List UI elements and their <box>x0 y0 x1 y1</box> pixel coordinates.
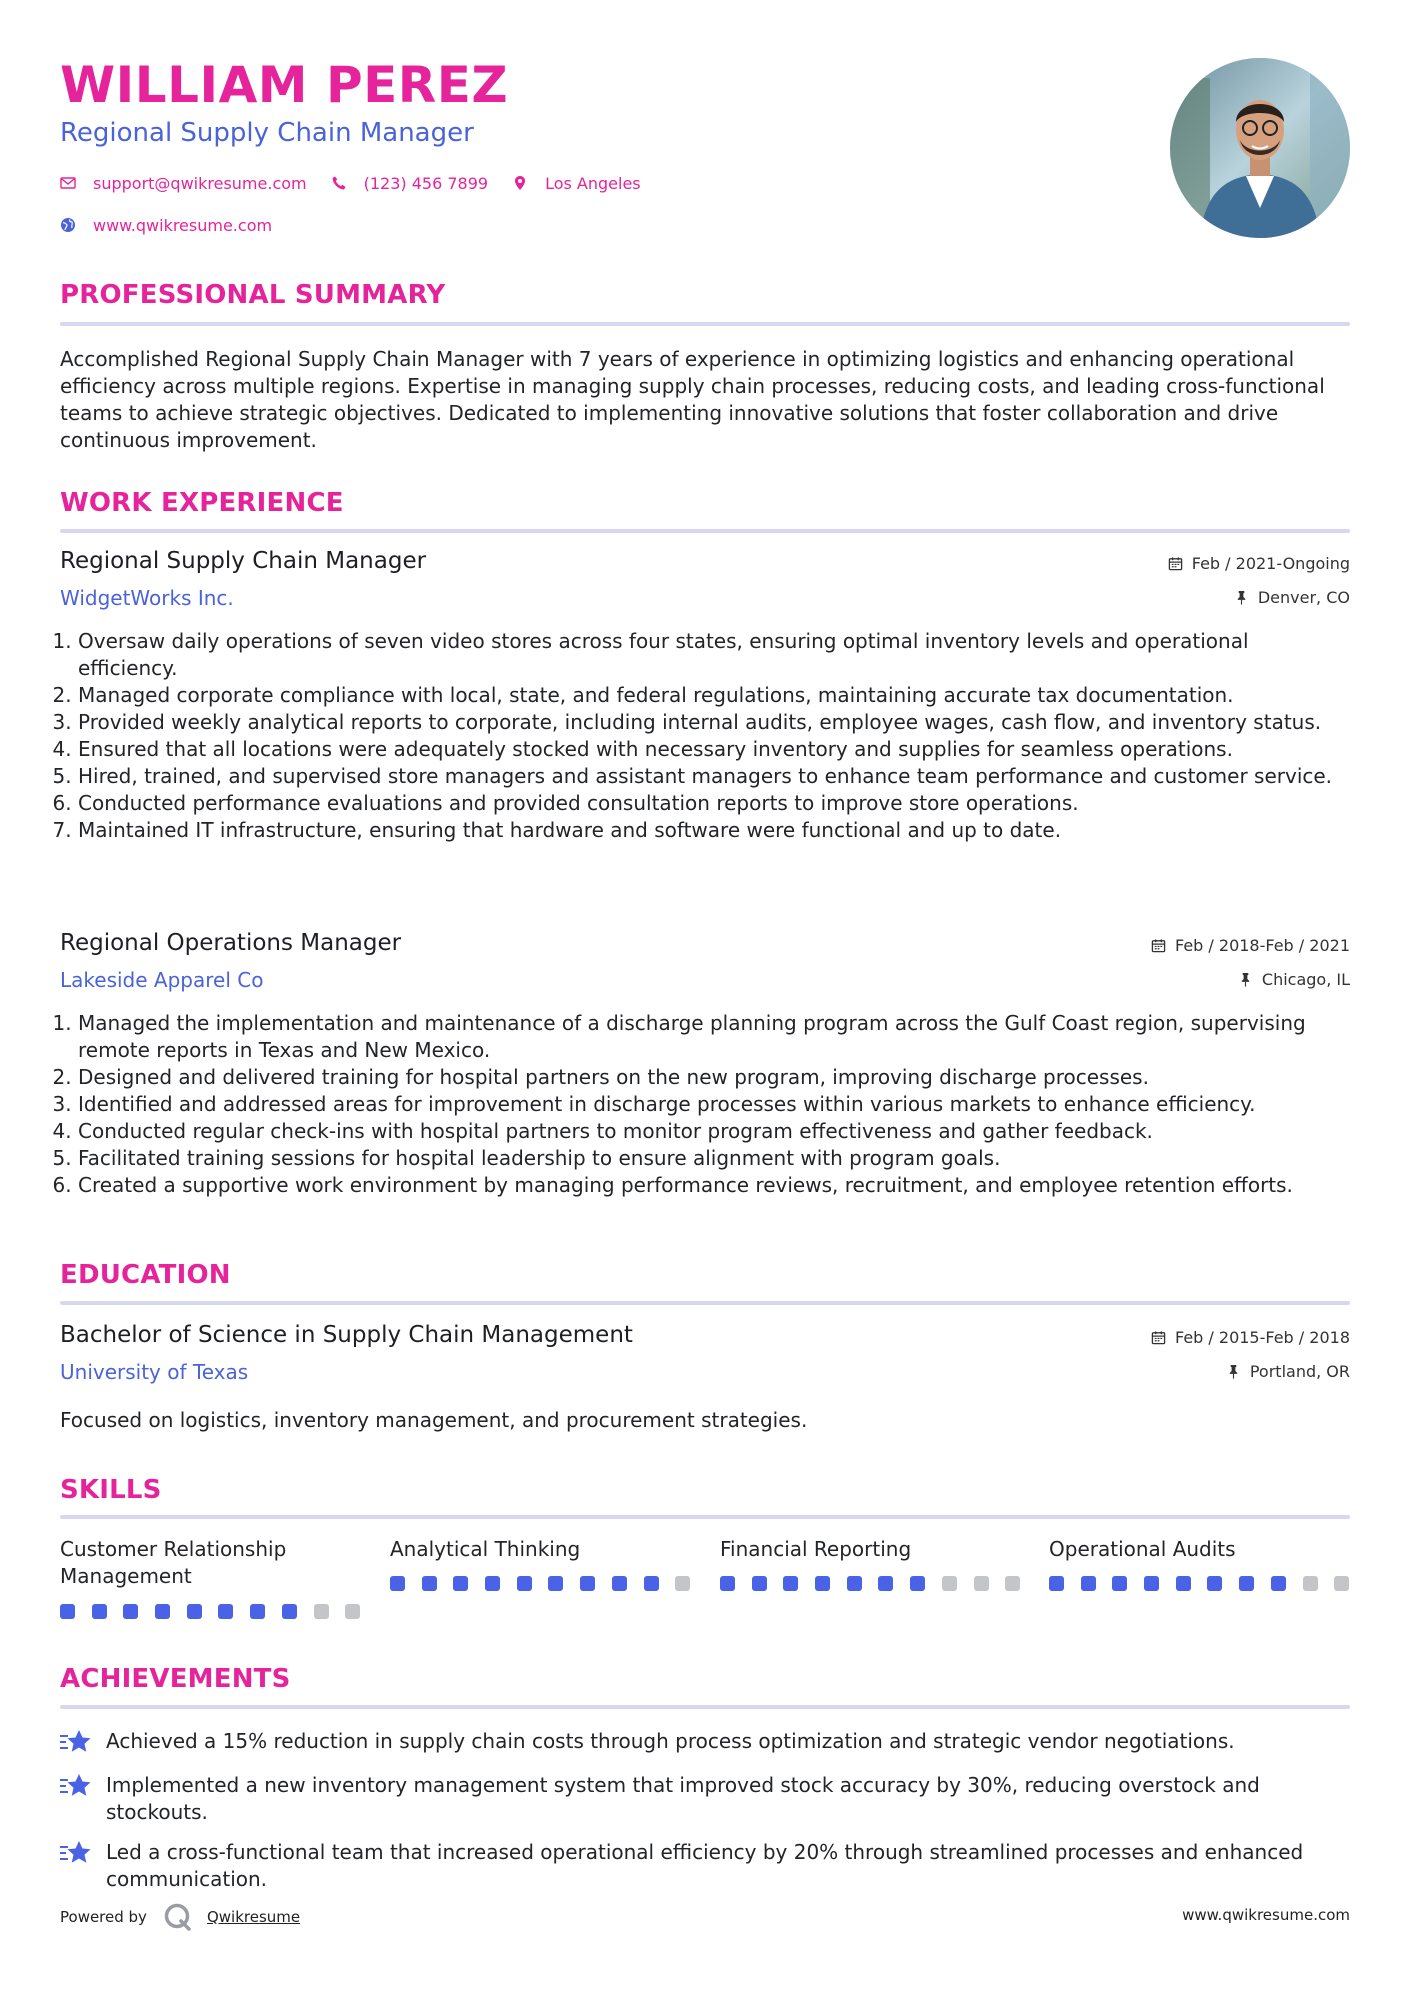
skill-dot-empty <box>942 1576 957 1591</box>
skill-dot-filled <box>1081 1576 1096 1591</box>
star-badge-icon <box>60 1839 92 1867</box>
skill-rating <box>60 1604 377 1619</box>
footer-website[interactable]: www.qwikresume.com <box>1182 1906 1350 1924</box>
location-text: Los Angeles <box>545 174 641 193</box>
list-item: 7. Maintained IT infrastructure, ensuring that hardware and software were functional and up to date. <box>78 817 1350 844</box>
skill-dot-filled <box>390 1576 405 1591</box>
skill-item <box>720 1536 1020 1563</box>
skill-dot-filled <box>485 1576 500 1591</box>
skill-name: Analytical Thinking <box>390 1537 581 1561</box>
list-item: 4. Ensured that all locations were adequately stocked with necessary inventory and supplies for seamless operations. <box>78 736 1350 763</box>
skill-dot-empty <box>345 1604 360 1619</box>
profile-photo <box>1170 58 1350 238</box>
section-title-skills: SKILLS <box>60 1475 162 1505</box>
pushpin-icon <box>1234 590 1250 606</box>
skill-dot-filled <box>123 1604 138 1619</box>
skill-dot-filled <box>752 1576 767 1591</box>
skill-dot-filled <box>187 1604 202 1619</box>
job-date <box>1168 554 1350 573</box>
degree-title: Bachelor of Science in Supply Chain Management <box>60 1322 633 1348</box>
candidate-name: WILLIAM PEREZ <box>60 56 509 114</box>
contact-website[interactable] <box>60 216 272 235</box>
calendar-icon <box>1151 1330 1167 1346</box>
job-date-text: Feb / 2021-Ongoing <box>1191 554 1350 573</box>
skill-dot-filled <box>1049 1576 1064 1591</box>
candidate-role: Regional Supply Chain Manager <box>60 118 474 148</box>
section-title-experience: WORK EXPERIENCE <box>60 488 344 518</box>
contact-email[interactable] <box>60 174 307 193</box>
list-item: 6. Created a supportive work environment by managing performance reviews, recruitment, and employee retention efforts. <box>78 1172 1350 1199</box>
skill-dot-filled <box>1271 1576 1286 1591</box>
job-company: Lakeside Apparel Co <box>60 968 264 992</box>
achievement-text: Implemented a new inventory management system that improved stock accuracy by 30%, reducing overstock and stockouts. <box>106 1773 1260 1824</box>
contact-row <box>60 174 665 193</box>
skill-dot-filled <box>92 1604 107 1619</box>
section-divider <box>60 1301 1350 1305</box>
skill-item <box>1049 1536 1349 1563</box>
job-date-text: Feb / 2018-Feb / 2021 <box>1175 936 1350 955</box>
skill-dot-filled <box>1239 1576 1254 1591</box>
section-divider <box>60 1515 1350 1519</box>
education-location <box>1226 1362 1350 1381</box>
contact-location <box>512 174 641 193</box>
skill-name: Customer Relationship Management <box>60 1537 287 1588</box>
skill-item <box>390 1536 690 1563</box>
skill-dot-filled <box>218 1604 233 1619</box>
job-bullets <box>60 628 1350 844</box>
section-divider <box>60 529 1350 533</box>
skill-dot-filled <box>517 1576 532 1591</box>
section-divider <box>60 322 1350 326</box>
skill-dot-empty <box>1005 1576 1020 1591</box>
education-description: Focused on logistics, inventory management, and procurement strategies. <box>60 1408 808 1432</box>
pushpin-icon <box>1238 972 1254 988</box>
school-name: University of Texas <box>60 1360 249 1384</box>
email-text: support@qwikresume.com <box>93 174 307 193</box>
skill-item <box>60 1536 360 1590</box>
skill-dot-filled <box>612 1576 627 1591</box>
star-badge-icon <box>60 1772 92 1800</box>
section-title-summary: PROFESSIONAL SUMMARY <box>60 280 446 310</box>
skill-dot-empty <box>1334 1576 1349 1591</box>
website-text: www.qwikresume.com <box>93 216 273 235</box>
calendar-icon <box>1168 556 1184 572</box>
job-location <box>1238 970 1350 989</box>
qwikresume-link[interactable]: Qwikresume <box>206 1908 301 1926</box>
skill-dot-empty <box>974 1576 989 1591</box>
skill-dot-filled <box>155 1604 170 1619</box>
contact-phone[interactable] <box>331 174 488 193</box>
skill-dot-filled <box>847 1576 862 1591</box>
education-date-text: Feb / 2015-Feb / 2018 <box>1175 1328 1350 1347</box>
section-divider <box>60 1705 1350 1709</box>
skill-dot-filled <box>60 1604 75 1619</box>
list-item: 5. Facilitated training sessions for hospital leadership to ensure alignment with program goals. <box>78 1145 1350 1172</box>
skill-dot-filled <box>783 1576 798 1591</box>
skill-dot-empty <box>314 1604 329 1619</box>
star-badge-icon <box>60 1728 92 1756</box>
map-pin-icon <box>512 175 530 193</box>
pushpin-icon <box>1226 1364 1242 1380</box>
list-item: 3. Identified and addressed areas for improvement in discharge processes within various markets to enhance efficiency. <box>78 1091 1350 1118</box>
list-item: 1. Managed the implementation and maintenance of a discharge planning program across the Gulf Coast region, supervising remote reports in Texas and New Mexico. <box>78 1010 1350 1064</box>
education-date <box>1151 1328 1350 1347</box>
skill-dot-filled <box>580 1576 595 1591</box>
job-location-text: Chicago, IL <box>1261 970 1350 989</box>
skill-rating <box>720 1576 1037 1591</box>
list-item: 1. Oversaw daily operations of seven video stores across four states, ensuring optimal inventory levels and operational efficiency. <box>78 628 1350 682</box>
skill-rating <box>1049 1576 1366 1591</box>
skill-dot-filled <box>548 1576 563 1591</box>
footer-powered-by <box>60 1902 300 1932</box>
envelope-icon <box>60 175 78 193</box>
job-bullets <box>60 1010 1350 1199</box>
skill-dot-filled <box>1144 1576 1159 1591</box>
skill-dot-empty <box>1303 1576 1318 1591</box>
globe-icon <box>60 217 78 235</box>
list-item: 5. Hired, trained, and supervised store managers and assistant managers to enhance team performance and customer service. <box>78 763 1350 790</box>
section-title-education: EDUCATION <box>60 1260 231 1290</box>
skill-dot-filled <box>644 1576 659 1591</box>
powered-by-label: Powered by <box>60 1908 147 1926</box>
skill-dot-filled <box>422 1576 437 1591</box>
contact-row <box>60 216 296 235</box>
job-date <box>1151 936 1350 955</box>
calendar-icon <box>1151 938 1167 954</box>
job-location-text: Denver, CO <box>1257 588 1350 607</box>
list-item: 4. Conducted regular check-ins with hospital partners to monitor program effectiveness and gather feedback. <box>78 1118 1350 1145</box>
skill-dot-filled <box>282 1604 297 1619</box>
skill-dot-empty <box>675 1576 690 1591</box>
skill-dot-filled <box>1176 1576 1191 1591</box>
qwikresume-logo-icon <box>163 1902 193 1932</box>
achievement-text: Led a cross-functional team that increased operational efficiency by 20% through streamlined processes and enhanced communication. <box>106 1840 1304 1891</box>
job-location <box>1234 588 1350 607</box>
phone-icon <box>331 175 349 193</box>
phone-text: (123) 456 7899 <box>363 174 489 193</box>
skill-dot-filled <box>815 1576 830 1591</box>
skill-dot-filled <box>720 1576 735 1591</box>
job-company: WidgetWorks Inc. <box>60 586 234 610</box>
skill-name: Financial Reporting <box>720 1537 912 1561</box>
achievement-item <box>60 1839 1350 1893</box>
skill-name: Operational Audits <box>1049 1537 1236 1561</box>
skill-dot-filled <box>878 1576 893 1591</box>
achievement-text: Achieved a 15% reduction in supply chain costs through process optimization and strategic vendor negotiations. <box>106 1729 1235 1753</box>
skill-dot-filled <box>250 1604 265 1619</box>
skill-rating <box>390 1576 707 1591</box>
skill-dot-filled <box>1207 1576 1222 1591</box>
job-title: Regional Supply Chain Manager <box>60 548 427 574</box>
section-title-achievements: ACHIEVEMENTS <box>60 1664 291 1694</box>
list-item: 2. Managed corporate compliance with local, state, and federal regulations, maintaining accurate tax documentation. <box>78 682 1350 709</box>
summary-text: Accomplished Regional Supply Chain Manager with 7 years of experience in optimizing logistics and enhancing operational efficiency across multiple regions. Expertise in managing supply chain processes, reducing costs, and leading cross-functional teams to achieve strategic objectives. Dedicated to implementing innovative solutions that foster collaboration and drive continuous improvement. <box>60 347 1325 452</box>
list-item: 2. Designed and delivered training for hospital partners on the new program, improving discharge processes. <box>78 1064 1350 1091</box>
skill-dot-filled <box>1112 1576 1127 1591</box>
job-title: Regional Operations Manager <box>60 930 402 956</box>
list-item: 3. Provided weekly analytical reports to corporate, including internal audits, employee wages, cash flow, and inventory status. <box>78 709 1350 736</box>
list-item: 6. Conducted performance evaluations and provided consultation reports to improve store operations. <box>78 790 1350 817</box>
achievement-item <box>60 1728 1350 1756</box>
education-location-text: Portland, OR <box>1249 1362 1350 1381</box>
skill-dot-filled <box>453 1576 468 1591</box>
skill-dot-filled <box>910 1576 925 1591</box>
achievement-item <box>60 1772 1350 1826</box>
